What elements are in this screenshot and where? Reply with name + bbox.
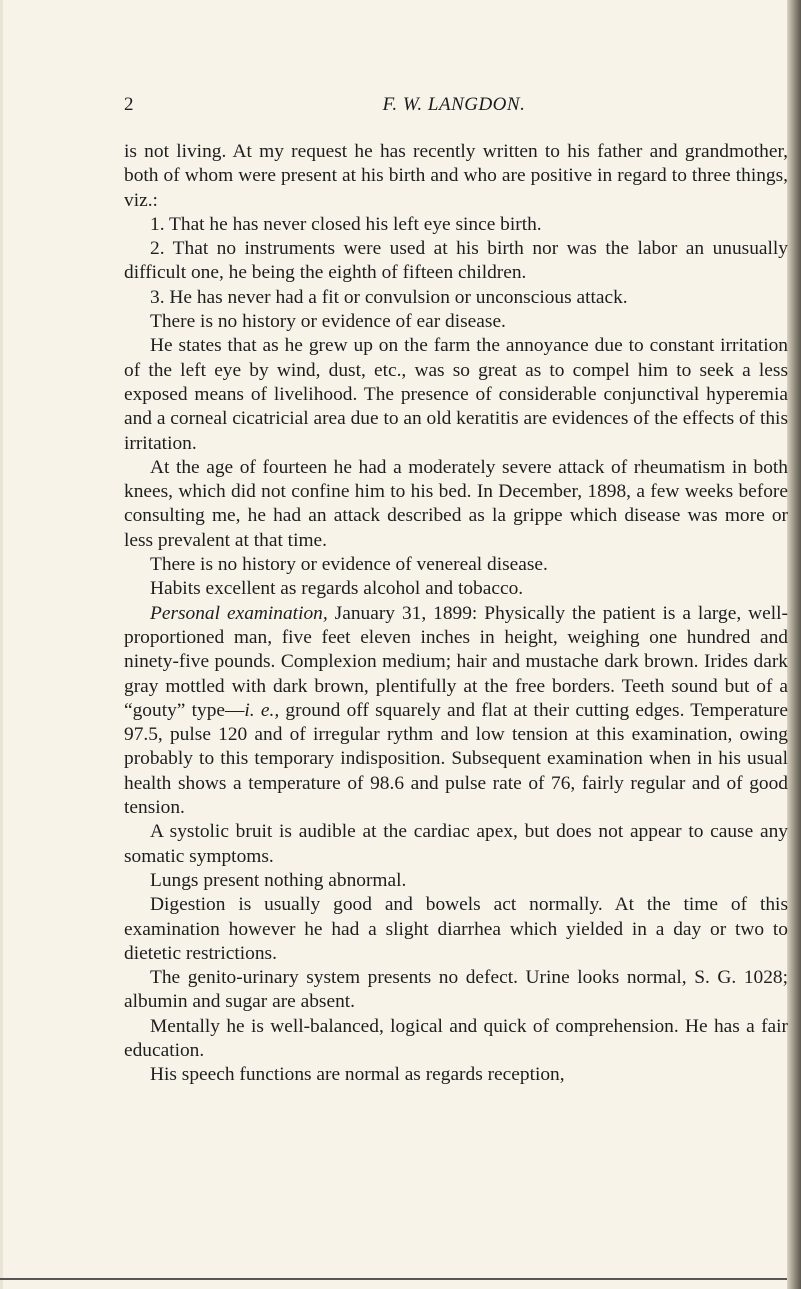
paragraph: Lungs present nothing abnormal. [150,869,407,891]
page-binding-edge [787,0,801,1289]
exam-text-continued: ground off squarely and flat at their cutting edges. Temperature 97.5, pulse 120 and of irregular rythm and low tension at this examination, owing probably to this temporary indisposition. Subsequent examination when in his usual health shows a temperature of 98.6 and pulse rate of 76, fairly regular and of good tension. [124,699,788,819]
paragraph: His speech functions are normal as regards reception, [150,1064,565,1086]
exam-text: January 31, 1899: Physically the patient is a large, well-proportioned man, five feet eleven inches in height, weighing one hundred and ninety-five pounds. Complexion medium; hair and mustache dark brown. Irides dark gray mottled with dark brown, plentifully at the free borders. Teeth sound but of a “gouty” type— [124,602,788,721]
paragraph: 2. That no instruments were used at his birth nor was the labor an unusually difficult one, he being the eighth of fifteen children. [124,238,788,284]
paragraph: There is no history or evidence of ear disease. [150,311,506,333]
body-text [124,140,788,1088]
paragraph: The genito-urinary system presents no defect. Urine looks normal, S. G. 1028; albumin and sugar are absent. [124,967,788,1013]
paragraph: Digestion is usually good and bowels act normally. At the time of this examination however he had a slight diarrhea which yielded in a day or two to dietetic restrictions. [124,894,788,964]
paragraph: A systolic bruit is audible at the cardiac apex, but does not appear to cause any somatic symptoms. [124,821,788,867]
running-head: F. W. LANGDON. [382,94,526,115]
exam-ie: i. e., [244,699,280,721]
exam-label: Personal examination, [150,602,328,624]
page-number: 2 [124,94,134,115]
paragraph: He states that as he grew up on the farm the annoyance due to constant irritation of the left eye by wind, dust, etc., was so great as to compel him to seek a less exposed means of livelihood. The presence of considerable conjunctival hyperemia and a corneal cicatricial area due to an old keratitis are evidences of the effects of this irritation. [124,335,788,454]
paragraph: 1. That he has never closed his left eye since birth. [150,213,542,235]
paragraph: There is no history or evidence of venereal disease. [150,554,548,576]
page-left-edge [0,0,3,1289]
paragraph: Habits excellent as regards alcohol and tobacco. [150,578,524,600]
paragraph: Mentally he is well-balanced, logical and quick of comprehension. He has a fair education. [124,1015,788,1061]
exam-paragraph [124,602,788,821]
paragraph: 3. He has never had a fit or convulsion or unconscious attack. [150,286,628,308]
page-header [124,94,784,118]
paragraph: is not living. At my request he has recently written to his father and grandmother, both of whom were present at his birth and who are positive in regard to three things, viz.: [124,141,788,211]
paragraph: At the age of fourteen he had a moderately severe attack of rheumatism in both knees, which did not confine him to his bed. In December, 1898, a few weeks before consulting me, he had an attack described as la grippe which disease was more or less prevalent at that time. [124,456,788,551]
bottom-edge-rule [0,1278,787,1280]
